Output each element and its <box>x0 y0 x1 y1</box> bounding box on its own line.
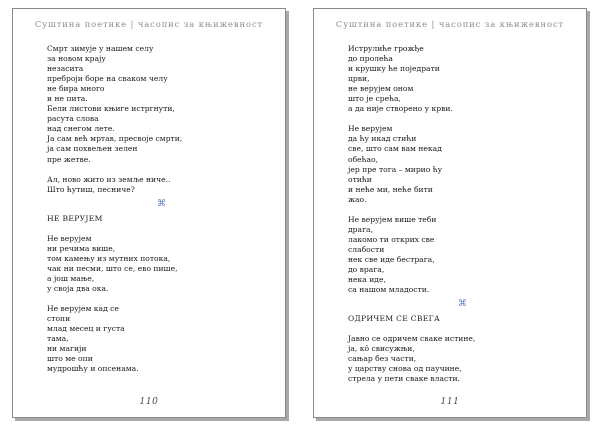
poem-line: тама, <box>47 334 69 344</box>
poem-line: а да није створено у крви. <box>348 104 453 114</box>
poem-line: мудрошћу и опсенама. <box>47 364 139 374</box>
poem-line: млад месец и густа <box>47 324 125 334</box>
page-number-right: 111 <box>440 397 460 407</box>
poem-line: Смрт зимује у нашем селу <box>47 44 154 53</box>
poem-line: Иструлиће грожђе <box>348 44 424 53</box>
running-head-right: Суштина поетике | часопис за књижевност <box>335 19 565 29</box>
poem-line: што је срећа, <box>348 94 401 104</box>
poem-line: Не верујем <box>348 124 393 134</box>
running-head-left: Суштина поетике | часопис за књижевност <box>34 19 264 29</box>
poem-line: за новом крају <box>47 54 106 64</box>
poem-line: Јавно се одричем сваке истине, <box>348 334 476 344</box>
left-page <box>12 8 286 418</box>
section-separator-icon: ⌘ <box>458 299 467 310</box>
poem-line: жао. <box>348 194 367 204</box>
poem-line: не бира много <box>47 84 105 94</box>
poem-line: Не верујем више теби <box>348 214 437 224</box>
poem-line: са нашом младости. <box>348 285 430 295</box>
stanza-gap <box>348 324 568 334</box>
poem-line: до врага, <box>348 265 385 275</box>
poem-line: стрела у пети сваке власти. <box>348 374 460 384</box>
poem-line: јер пре тога – мирио ћу <box>348 164 443 174</box>
poem-line: Што ћутиш, песниче? <box>47 184 135 194</box>
stanza-gap <box>47 165 267 175</box>
section-separator-icon: ⌘ <box>157 198 166 209</box>
poem-line: црви, <box>348 74 370 84</box>
poem-line: Не верујем кад се <box>47 304 119 314</box>
poem-title: НЕ ВЕРУЈЕМ <box>47 213 103 223</box>
poem-line: све, што сам вам некад <box>348 144 442 154</box>
stanza-gap <box>47 224 267 234</box>
poem-line: и крушку ће поједрати <box>348 64 440 74</box>
poem-line: нека иде, <box>348 275 386 285</box>
right-page-body <box>348 44 568 385</box>
poem-line: нек све иде бестрага, <box>348 254 435 264</box>
poem-line: сањар без части, <box>348 354 417 364</box>
poem-line: ја, кô свисужњи, <box>348 344 415 354</box>
right-page <box>313 8 587 418</box>
poem-line: ни магији <box>47 344 87 354</box>
stanza3 <box>348 215 568 295</box>
poem3-stanza <box>348 334 568 384</box>
poem-line: ни речима више, <box>47 243 116 253</box>
poem-line: не верујем оном <box>348 84 414 94</box>
stanza-gap <box>47 294 267 304</box>
poem-line: што ме опи <box>47 354 93 364</box>
poem-line: Ал, ново жито из земље ниче.. <box>47 174 171 184</box>
poem-line: том камењу из мутних потока, <box>47 253 171 263</box>
poem2-stanza2 <box>47 304 267 374</box>
poem-line: до пролећа <box>348 54 393 64</box>
poem-line: Бели листови књиге истргнути, <box>47 104 175 114</box>
stanza2 <box>348 124 568 204</box>
poem-line: у своја два ока. <box>47 284 109 294</box>
poem-line: да ћу икад стићи <box>348 134 417 144</box>
poem-title: ОДРИЧЕМ СЕ СВЕГА <box>348 314 441 324</box>
stanza1 <box>348 44 568 114</box>
poem-line: Не верујем <box>47 233 92 243</box>
poem-line: чак ни песми, што се, ево пише, <box>47 263 178 273</box>
poem-line: а још мање, <box>47 273 95 283</box>
poem-line: Ја сам већ мртав, пресвојe смрти, <box>47 134 183 144</box>
poem-line: слабости <box>348 244 385 254</box>
poem-line: стопи <box>47 314 71 324</box>
poem-line: пре жетве. <box>47 154 91 164</box>
poem2-stanza1 <box>47 234 267 294</box>
poem-line: отићи <box>348 174 372 184</box>
poem1-stanza <box>47 44 267 165</box>
poem-line: и неће ми, неће бити <box>348 184 433 194</box>
poem1-ending <box>47 175 267 195</box>
stanza-gap <box>348 114 568 124</box>
poem-line: лакомо ти открих све <box>348 234 435 244</box>
poem-line: незасита <box>47 64 84 74</box>
poem-line: ја сам похвељен зелен <box>47 144 138 154</box>
poem-line: обећао, <box>348 154 379 164</box>
poem-line: и не пита. <box>47 94 88 104</box>
poem-line: у царству снова од паучине, <box>348 364 462 374</box>
page-number-left: 110 <box>139 397 159 407</box>
poem-line: преброји боре на сваком челу <box>47 74 168 84</box>
poem-line: драга, <box>348 224 373 234</box>
left-page-body <box>47 44 267 374</box>
poem-line: над снегом лете. <box>47 124 115 134</box>
poem-line: расута слова <box>47 114 99 124</box>
stanza-gap <box>348 205 568 215</box>
